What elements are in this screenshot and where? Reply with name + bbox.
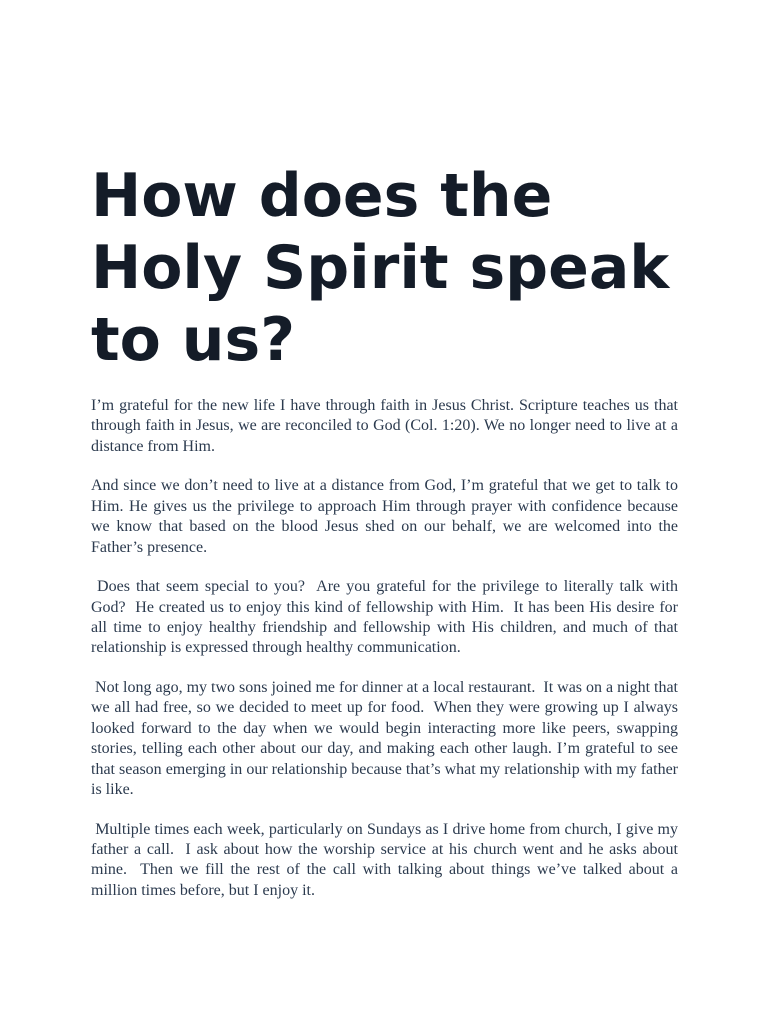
paragraph-2: And since we don’t need to live at a distance from God, I’m grateful that we get to talk to Him. He gives us the privilege to approach Him through prayer with confidence because we know that based on the blood Jesus shed on our behalf, we are welcomed into the Father’s presence.: [91, 477, 678, 556]
paragraph-5: Multiple times each week, particularly on Sundays as I drive home from church, I give my father a call. I ask about how the worship service at his church went and he asks about mine. Then we fill the rest of the call with talking about things we’ve talked about a million times before, but I enjoy it.: [91, 820, 682, 899]
paragraph-1: I’m grateful for the new life I have through faith in Jesus Christ. Scripture teaches us that through faith in Jesus, we are reconciled to God (Col. 1:20). We no longer need to live at a distance from Him.: [91, 397, 678, 455]
article-title: How does the Holy Spirit speak to us?: [91, 161, 670, 375]
paragraph-3: Does that seem special to you? Are you grateful for the privilege to literally talk with God? He created us to enjoy this kind of fellowship with Him. It has been His desire for all time to enjoy healthy friendship and fellowship with His children, and much of that relationship is expressed through healthy communication.: [91, 578, 683, 657]
article-body: [91, 396, 683, 920]
paragraph-4: Not long ago, my two sons joined me for dinner at a local restaurant. It was on a night that we all had free, so we decided to meet up for food. When they were growing up I always looked forward to the day when we would begin interacting more like peers, swapping stories, telling each other about our day, and making each other laugh. I’m grateful to see that season emerging in our relationship because that’s what my relationship with my father is like.: [91, 679, 683, 799]
